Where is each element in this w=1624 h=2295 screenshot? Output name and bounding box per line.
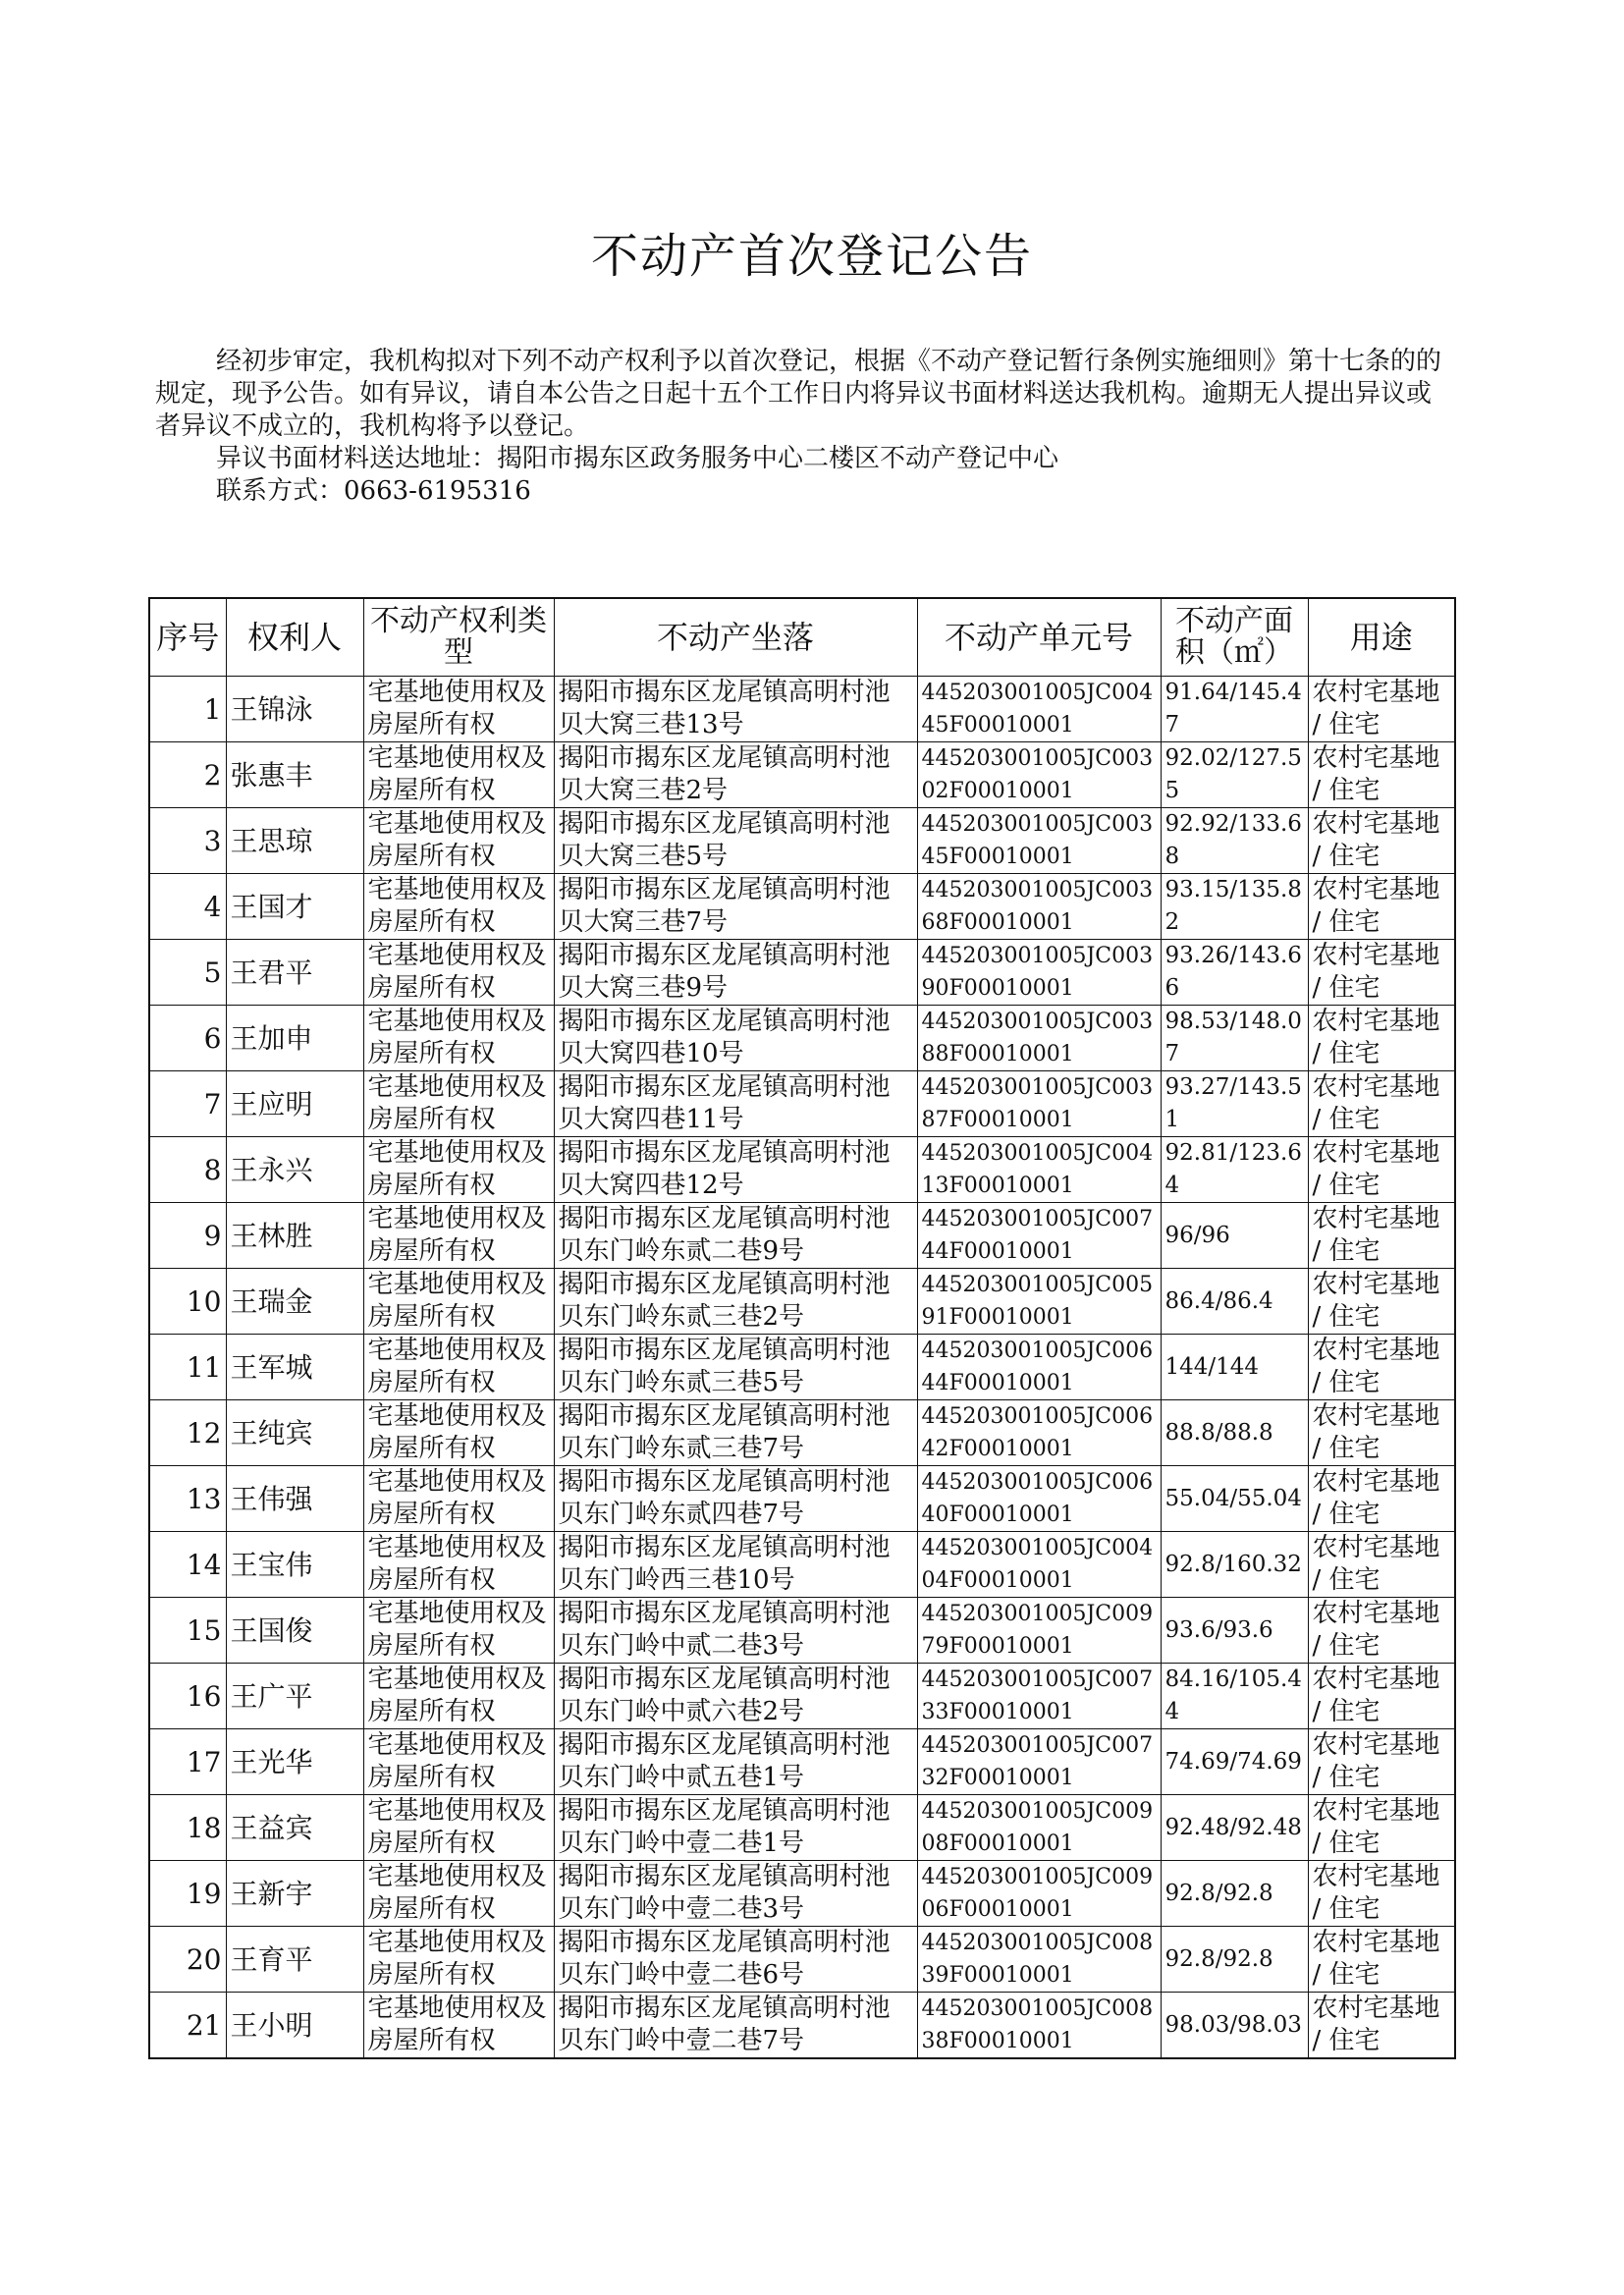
row-unit-no: 445203001005JC00390F00010001 [917,940,1161,1006]
row-area: 86.4/86.4 [1161,1269,1308,1335]
row-unit-no: 445203001005JC00388F00010001 [917,1006,1161,1071]
row-unit-no: 445203001005JC00838F00010001 [917,1993,1161,2059]
row-unit-no: 445203001005JC00642F00010001 [917,1400,1161,1466]
row-seq: 14 [149,1532,226,1598]
row-area: 92.81/123.64 [1161,1137,1308,1203]
row-area: 96/96 [1161,1203,1308,1269]
header-seq: 序号 [149,598,226,677]
row-use: 农村宅基地 / 住宅 [1308,1006,1455,1071]
row-right-type: 宅基地使用权及房屋所有权 [363,1795,554,1861]
row-location: 揭阳市揭东区龙尾镇高明村池贝大窝三巷2号 [554,742,917,808]
row-owner: 王广平 [226,1664,363,1729]
row-location: 揭阳市揭东区龙尾镇高明村池贝大窝三巷13号 [554,677,917,742]
row-seq: 15 [149,1598,226,1664]
row-right-type: 宅基地使用权及房屋所有权 [363,940,554,1006]
header-location: 不动产坐落 [554,598,917,677]
header-unit-no: 不动产单元号 [917,598,1161,677]
row-unit-no: 445203001005JC00979F00010001 [917,1598,1161,1664]
contact-info: 联系方式：0663-6195316 [216,476,531,506]
table-row [149,1269,1455,1335]
row-right-type: 宅基地使用权及房屋所有权 [363,1335,554,1400]
notice-intro [155,346,1451,508]
row-unit-no: 445203001005JC00908F00010001 [917,1795,1161,1861]
row-right-type: 宅基地使用权及房屋所有权 [363,1927,554,1993]
row-location: 揭阳市揭东区龙尾镇高明村池贝东门岭中壹二巷7号 [554,1993,917,2059]
row-owner: 王伟强 [226,1466,363,1532]
table-row [149,874,1455,940]
row-seq: 6 [149,1006,226,1071]
row-unit-no: 445203001005JC00733F00010001 [917,1664,1161,1729]
row-right-type: 宅基地使用权及房屋所有权 [363,1006,554,1071]
row-seq: 16 [149,1664,226,1729]
table-row [149,677,1455,742]
table-row [149,1795,1455,1861]
row-right-type: 宅基地使用权及房屋所有权 [363,1598,554,1664]
row-location: 揭阳市揭东区龙尾镇高明村池贝东门岭中壹二巷1号 [554,1795,917,1861]
row-right-type: 宅基地使用权及房屋所有权 [363,742,554,808]
row-owner: 王国才 [226,874,363,940]
table-row [149,1993,1455,2059]
row-seq: 18 [149,1795,226,1861]
header-right-type: 不动产权利类型 [363,598,554,677]
row-use: 农村宅基地 / 住宅 [1308,1598,1455,1664]
row-use: 农村宅基地 / 住宅 [1308,874,1455,940]
table-row [149,742,1455,808]
row-location: 揭阳市揭东区龙尾镇高明村池贝东门岭东贰二巷9号 [554,1203,917,1269]
table-row [149,1598,1455,1664]
row-use: 农村宅基地 / 住宅 [1308,1071,1455,1137]
row-location: 揭阳市揭东区龙尾镇高明村池贝大窝三巷7号 [554,874,917,940]
row-right-type: 宅基地使用权及房屋所有权 [363,1400,554,1466]
header-area: 不动产面积（㎡） [1161,598,1308,677]
row-seq: 3 [149,808,226,874]
table-row [149,1203,1455,1269]
row-location: 揭阳市揭东区龙尾镇高明村池贝大窝四巷12号 [554,1137,917,1203]
notice-paragraph: 经初步审定，我机构拟对下列不动产权利予以首次登记，根据《不动产登记暂行条例实施细则》第十七条的的规定，现予公告。如有异议，请自本公告之日起十五个工作日内将异议书面材料送达我机构。逾期无人提出异议或者异议不成立的，我机构将予以登记。 [155,347,1442,441]
row-area: 88.8/88.8 [1161,1400,1308,1466]
row-area: 92.92/133.68 [1161,808,1308,874]
table-header-row [149,598,1455,677]
row-use: 农村宅基地 / 住宅 [1308,1532,1455,1598]
row-seq: 9 [149,1203,226,1269]
row-unit-no: 445203001005JC00404F00010001 [917,1532,1161,1598]
row-seq: 10 [149,1269,226,1335]
row-owner: 王纯宾 [226,1400,363,1466]
row-use: 农村宅基地 / 住宅 [1308,808,1455,874]
row-owner: 王应明 [226,1071,363,1137]
row-owner: 王加申 [226,1006,363,1071]
row-unit-no: 445203001005JC00445F00010001 [917,677,1161,742]
row-use: 农村宅基地 / 住宅 [1308,1729,1455,1795]
row-right-type: 宅基地使用权及房屋所有权 [363,1532,554,1598]
row-location: 揭阳市揭东区龙尾镇高明村池贝东门岭中贰二巷3号 [554,1598,917,1664]
row-area: 55.04/55.04 [1161,1466,1308,1532]
row-owner: 王林胜 [226,1203,363,1269]
row-right-type: 宅基地使用权及房屋所有权 [363,1466,554,1532]
row-use: 农村宅基地 / 住宅 [1308,742,1455,808]
row-right-type: 宅基地使用权及房屋所有权 [363,1203,554,1269]
row-right-type: 宅基地使用权及房屋所有权 [363,1071,554,1137]
row-right-type: 宅基地使用权及房屋所有权 [363,1137,554,1203]
row-area: 93.26/143.66 [1161,940,1308,1006]
row-area: 92.02/127.55 [1161,742,1308,808]
page-title: 不动产首次登记公告 [590,229,1033,284]
row-area: 84.16/105.44 [1161,1664,1308,1729]
row-use: 农村宅基地 / 住宅 [1308,1795,1455,1861]
row-location: 揭阳市揭东区龙尾镇高明村池贝东门岭东贰四巷7号 [554,1466,917,1532]
row-owner: 王军城 [226,1335,363,1400]
row-owner: 张惠丰 [226,742,363,808]
row-right-type: 宅基地使用权及房屋所有权 [363,1993,554,2059]
objection-address: 异议书面材料送达地址：揭阳市揭东区政务服务中心二楼区不动产登记中心 [216,444,1059,473]
row-area: 92.8/92.8 [1161,1927,1308,1993]
table-row [149,1664,1455,1729]
row-unit-no: 445203001005JC00591F00010001 [917,1269,1161,1335]
header-use: 用途 [1308,598,1455,677]
row-area: 144/144 [1161,1335,1308,1400]
table-row [149,1071,1455,1137]
row-unit-no: 445203001005JC00345F00010001 [917,808,1161,874]
row-owner: 王光华 [226,1729,363,1795]
row-location: 揭阳市揭东区龙尾镇高明村池贝东门岭西三巷10号 [554,1532,917,1598]
table-row [149,808,1455,874]
row-seq: 17 [149,1729,226,1795]
row-location: 揭阳市揭东区龙尾镇高明村池贝大窝三巷9号 [554,940,917,1006]
row-use: 农村宅基地 / 住宅 [1308,1269,1455,1335]
row-seq: 11 [149,1335,226,1400]
row-use: 农村宅基地 / 住宅 [1308,1400,1455,1466]
row-seq: 5 [149,940,226,1006]
row-area: 98.03/98.03 [1161,1993,1308,2059]
row-use: 农村宅基地 / 住宅 [1308,1664,1455,1729]
row-seq: 7 [149,1071,226,1137]
row-seq: 21 [149,1993,226,2059]
registration-table [148,597,1456,2059]
row-seq: 1 [149,677,226,742]
row-owner: 王思琼 [226,808,363,874]
row-owner: 王育平 [226,1927,363,1993]
row-unit-no: 445203001005JC00640F00010001 [917,1466,1161,1532]
row-unit-no: 445203001005JC00732F00010001 [917,1729,1161,1795]
row-seq: 13 [149,1466,226,1532]
row-unit-no: 445203001005JC00906F00010001 [917,1861,1161,1927]
row-right-type: 宅基地使用权及房屋所有权 [363,874,554,940]
table-row [149,1466,1455,1532]
row-right-type: 宅基地使用权及房屋所有权 [363,677,554,742]
row-unit-no: 445203001005JC00368F00010001 [917,874,1161,940]
row-location: 揭阳市揭东区龙尾镇高明村池贝大窝四巷10号 [554,1006,917,1071]
row-owner: 王宝伟 [226,1532,363,1598]
row-area: 92.8/92.8 [1161,1861,1308,1927]
row-owner: 王国俊 [226,1598,363,1664]
row-right-type: 宅基地使用权及房屋所有权 [363,1664,554,1729]
row-owner: 王瑞金 [226,1269,363,1335]
row-owner: 王小明 [226,1993,363,2059]
row-location: 揭阳市揭东区龙尾镇高明村池贝东门岭东贰三巷2号 [554,1269,917,1335]
row-use: 农村宅基地 / 住宅 [1308,677,1455,742]
row-location: 揭阳市揭东区龙尾镇高明村池贝大窝四巷11号 [554,1071,917,1137]
row-area: 93.27/143.51 [1161,1071,1308,1137]
table-row [149,1532,1455,1598]
table-row [149,1729,1455,1795]
row-use: 农村宅基地 / 住宅 [1308,1335,1455,1400]
row-unit-no: 445203001005JC00644F00010001 [917,1335,1161,1400]
row-seq: 19 [149,1861,226,1927]
row-use: 农村宅基地 / 住宅 [1308,1466,1455,1532]
row-right-type: 宅基地使用权及房屋所有权 [363,808,554,874]
row-right-type: 宅基地使用权及房屋所有权 [363,1269,554,1335]
row-unit-no: 445203001005JC00302F00010001 [917,742,1161,808]
row-area: 98.53/148.07 [1161,1006,1308,1071]
table-row [149,1137,1455,1203]
table-row [149,1006,1455,1071]
row-unit-no: 445203001005JC00744F00010001 [917,1203,1161,1269]
row-area: 91.64/145.47 [1161,677,1308,742]
row-unit-no: 445203001005JC00413F00010001 [917,1137,1161,1203]
row-right-type: 宅基地使用权及房屋所有权 [363,1861,554,1927]
row-use: 农村宅基地 / 住宅 [1308,1137,1455,1203]
header-owner: 权利人 [226,598,363,677]
row-seq: 4 [149,874,226,940]
table-row [149,1861,1455,1927]
row-seq: 12 [149,1400,226,1466]
row-owner: 王益宾 [226,1795,363,1861]
row-area: 92.48/92.48 [1161,1795,1308,1861]
row-owner: 王君平 [226,940,363,1006]
row-unit-no: 445203001005JC00387F00010001 [917,1071,1161,1137]
row-location: 揭阳市揭东区龙尾镇高明村池贝东门岭东贰三巷7号 [554,1400,917,1466]
row-use: 农村宅基地 / 住宅 [1308,940,1455,1006]
row-right-type: 宅基地使用权及房屋所有权 [363,1729,554,1795]
row-area: 74.69/74.69 [1161,1729,1308,1795]
table-row [149,1927,1455,1993]
row-location: 揭阳市揭东区龙尾镇高明村池贝东门岭中贰六巷2号 [554,1664,917,1729]
table-row [149,1400,1455,1466]
row-use: 农村宅基地 / 住宅 [1308,1861,1455,1927]
row-area: 93.6/93.6 [1161,1598,1308,1664]
table-row [149,1335,1455,1400]
row-location: 揭阳市揭东区龙尾镇高明村池贝东门岭东贰三巷5号 [554,1335,917,1400]
row-location: 揭阳市揭东区龙尾镇高明村池贝东门岭中壹二巷3号 [554,1861,917,1927]
row-seq: 8 [149,1137,226,1203]
row-use: 农村宅基地 / 住宅 [1308,1927,1455,1993]
row-unit-no: 445203001005JC00839F00010001 [917,1927,1161,1993]
row-owner: 王新宇 [226,1861,363,1927]
row-location: 揭阳市揭东区龙尾镇高明村池贝东门岭中壹二巷6号 [554,1927,917,1993]
row-location: 揭阳市揭东区龙尾镇高明村池贝东门岭中贰五巷1号 [554,1729,917,1795]
row-seq: 2 [149,742,226,808]
row-area: 92.8/160.32 [1161,1532,1308,1598]
row-owner: 王永兴 [226,1137,363,1203]
row-location: 揭阳市揭东区龙尾镇高明村池贝大窝三巷5号 [554,808,917,874]
row-use: 农村宅基地 / 住宅 [1308,1203,1455,1269]
table-row [149,940,1455,1006]
table-body [149,677,1455,2059]
row-use: 农村宅基地 / 住宅 [1308,1993,1455,2059]
row-seq: 20 [149,1927,226,1993]
row-area: 93.15/135.82 [1161,874,1308,940]
row-owner: 王锦泳 [226,677,363,742]
